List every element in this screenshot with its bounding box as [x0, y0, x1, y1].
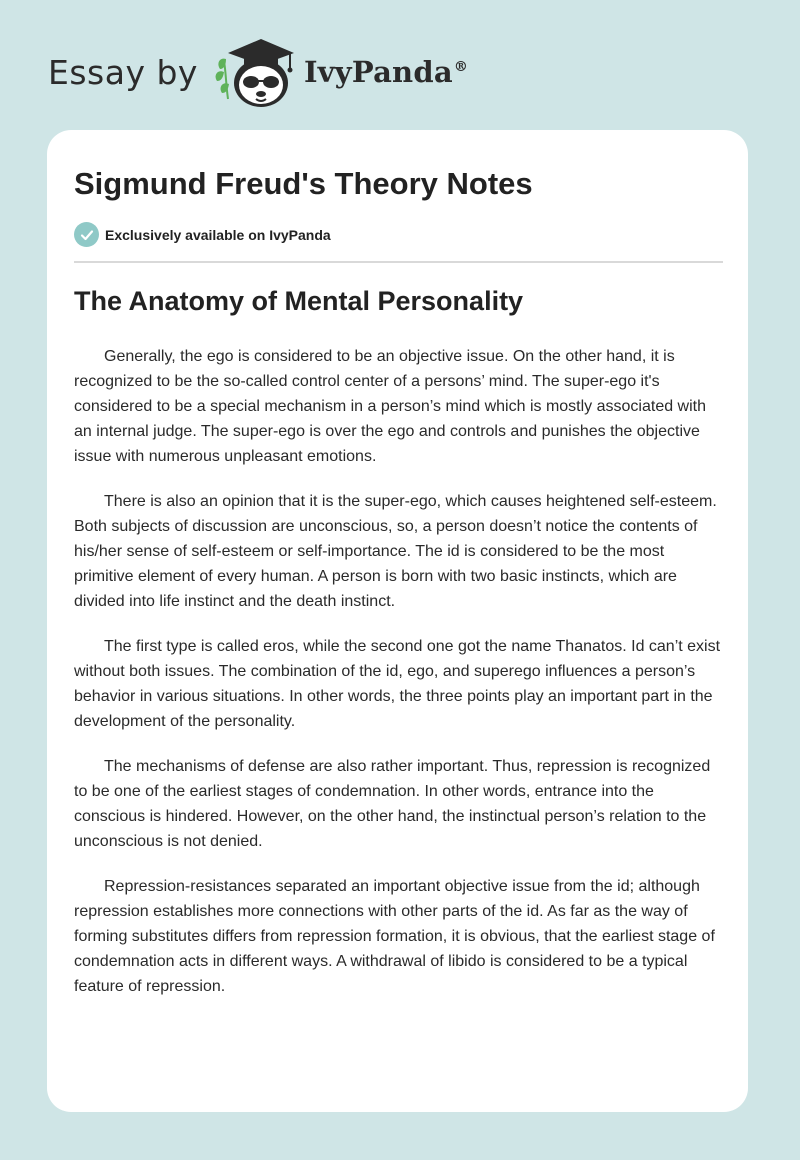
badge-text: Exclusively available on IvyPanda	[105, 226, 331, 243]
brand-name: IvyPanda®	[303, 55, 469, 89]
panda-graduation-cap-icon	[214, 33, 298, 111]
brand-prefix: Essay by	[48, 52, 198, 92]
essay-card	[47, 130, 748, 1112]
site-brand[interactable]	[48, 32, 468, 112]
paragraph: Generally, the ego is considered to be an objective issue. On the other hand, it is recognized to be the so-called control center of a persons’ mind. The super-ego it's considered to be a special mechanism in a person’s mind which is mostly associated with an internal judge. The super-ego is over the ego and controls and punishes the objective issue with numerous unpleasant emotions.	[74, 348, 707, 465]
checkmark-icon	[74, 222, 99, 247]
exclusive-badge	[74, 222, 331, 247]
essay-body	[74, 344, 723, 1019]
paragraph: There is also an opinion that it is the super-ego, which causes heightened self-esteem. Both subjects of discussion are unconscious, so, a person doesn’t notice the contents of his/her sense of self-esteem or self-importance. The id is considered to be the most primitive element of every human. A person is born with two basic instincts, which are divided into life instinct and the death instinct.	[74, 493, 717, 610]
paragraph: The mechanisms of defense are also rather important. Thus, repression is recognized to be one of the earliest stages of condemnation. In other words, entrance into the conscious is hindered. However, on the other hand, the instinctual person’s relation to the unconscious is not denied.	[74, 758, 711, 850]
registered-mark: ®	[453, 59, 469, 76]
page-title: Sigmund Freud's Theory Notes	[74, 166, 533, 201]
divider	[74, 261, 723, 263]
paragraph: The first type is called eros, while the second one got the name Thanatos. Id can’t exist without both issues. The combination of the id, ego, and superego influences a person’s behavior in various situations. In other words, the three points play an important part in the development of the personality.	[74, 638, 721, 730]
section-heading: The Anatomy of Mental Personality	[74, 286, 524, 316]
paragraph: Repression-resistances separated an important objective issue from the id; although repression establishes more connections with other parts of the id. As far as the way of forming substitutes differs from repression formation, it is obvious, that the earliest stage of condemnation acts in different ways. A withdrawal of libido is considered to be a typical feature of repression.	[74, 878, 715, 995]
